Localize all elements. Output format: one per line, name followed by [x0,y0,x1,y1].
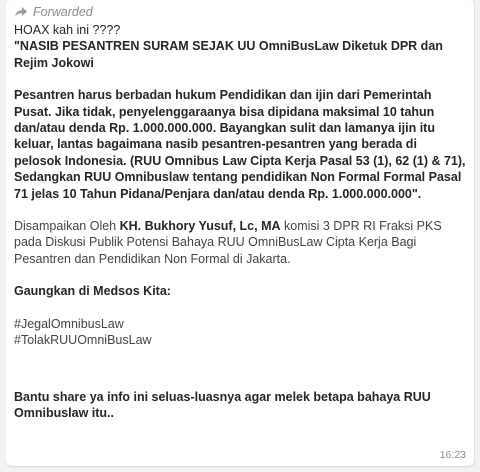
message-text [14,22,466,421]
source-suffix: komisi 3 DPR RI Fraksi PKS pada Diskusi Publik Potensi Bahaya RUU OmniBusLaw Cipta Kerja Bagi Pesantren dan Pendidikan Non Formal di Jakarta. [14,219,442,266]
source-paragraph [14,218,466,267]
source-name: KH. Bukhory Yusuf, Lc, MA [119,219,281,234]
message-bubble[interactable] [6,0,474,466]
closing-line: Bantu share ya info ini seluas-luasnya agar melek betapa bahaya RUU Omnibuslaw itu.. [14,389,431,420]
headline: "NASIB PESANTREN SURAM SEJAK UU OmniBusLaw Diketuk DPR dan Rejim Jokowi [14,39,443,70]
hashtag-2[interactable]: #TolakRUUOmniBusLaw [14,333,152,348]
message-timestamp: 16:23 [439,449,466,461]
paragraph-1: Pesantren harus berbadan hukum Pendidikan dan ijin dari Pemerintah Pusat. Jika tidak, penyelenggaraanya bisa dipidana maksimal 10 tahun dan/atau denda Rp. 1.000.000.000. Bayangkan sulit dan lamanya ijin itu keluar, lantas bagaimana nasib pesantren-pesantren yang berada di pelosok Indonesia. (RUU Omnibus Law Cipta Kerja Pasal 53 (1), 62 (1) & 71), Sedangkan RUU Omnibuslaw tentang pendidikan Non Formal Formal Pasal 71 jelas 10 Tahun Pidana/Penjara dan/atau denda Rp. 1.000.000.000". [14,88,466,201]
intro-line: HOAX kah ini ???? [14,23,121,37]
gaungkan-line: Gaungkan di Medsos Kita: [14,284,171,299]
source-prefix: Disampaikan Oleh [14,219,120,234]
forward-arrow-icon [14,6,28,18]
forwarded-label: Forwarded [33,5,93,19]
forwarded-indicator [14,4,466,20]
hashtag-1[interactable]: #JegalOmnibusLaw [14,316,124,331]
